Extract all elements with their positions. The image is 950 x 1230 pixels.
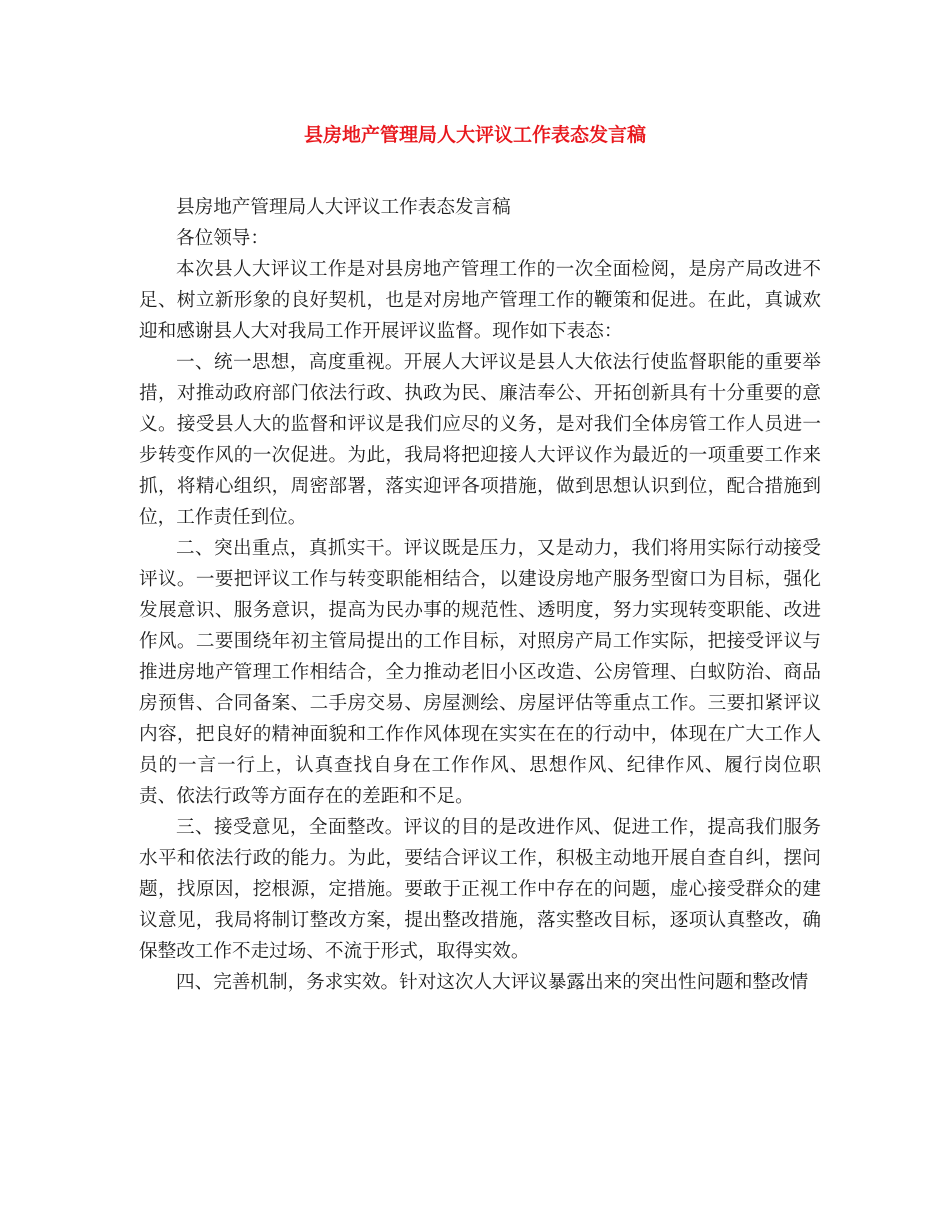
paragraph-heading: 县房地产管理局人大评议工作表态发言稿 [176,197,511,218]
paragraph-point-3: 三、接受意见，全面整改。评议的目的是改进作风、促进工作，提高我们服务水平和依法行政的能力。为此，要结合评议工作，积极主动地开展自查自纠，摆问题，找原因，挖根源，定措施。要敢于正视工作中存在的问题，虚心接受群众的建议意见，我局将制订整改方案，提出整改措施，落实整改目标，逐项认真整改，确保整改工作不走过场、不流于形式，取得实效。 [139,817,821,962]
document-body [139,192,821,998]
paragraph-point-4: 四、完善机制，务求实效。针对这次人大评议暴露出来的突出性问题和整改情 [176,972,809,993]
paragraph-intro: 本次县人大评议工作是对县房地产管理工作的一次全面检阅，是房产局改进不足、树立新形象的良好契机，也是对房地产管理工作的鞭策和促进。在此，真诚欢迎和感谢县人大对我局工作开展评议监督。现作如下表态： [139,259,821,342]
paragraph-point-2: 二、突出重点，真抓实干。评议既是压力，又是动力，我们将用实际行动接受评议。一要把评议工作与转变职能相结合，以建设房地产服务型窗口为目标，强化发展意识、服务意识，提高为民办事的规范性、透明度，努力实现转变职能、改进作风。二要围绕年初主管局提出的工作目标，对照房产局工作实际，把接受评议与推进房地产管理工作相结合，全力推动老旧小区改造、公房管理、白蚁防治、商品房预售、合同备案、二手房交易、房屋测绘、房屋评估等重点工作。三要扣紧评议内容，把良好的精神面貌和工作作风体现在实实在在的行动中，体现在广大工作人员的一言一行上，认真查找自身在工作作风、思想作风、纪律作风、履行岗位职责、依法行政等方面存在的差距和不足。 [139,538,821,807]
document-title: 县房地产管理局人大评议工作表态发言稿 [303,124,646,146]
paragraph-salutation: 各位领导： [176,228,269,249]
paragraph-point-1: 一、统一思想，高度重视。开展人大评议是县人大依法行使监督职能的重要举措，对推动政府部门依法行政、执政为民、廉洁奉公、开拓创新具有十分重要的意义。接受县人大的监督和评议是我们应尽的义务，是对我们全体房管工作人员进一步转变作风的一次促进。为此，我局将把迎接人大评议作为最近的一项重要工作来抓，将精心组织，周密部署，落实迎评各项措施，做到思想认识到位，配合措施到位，工作责任到位。 [139,352,821,528]
